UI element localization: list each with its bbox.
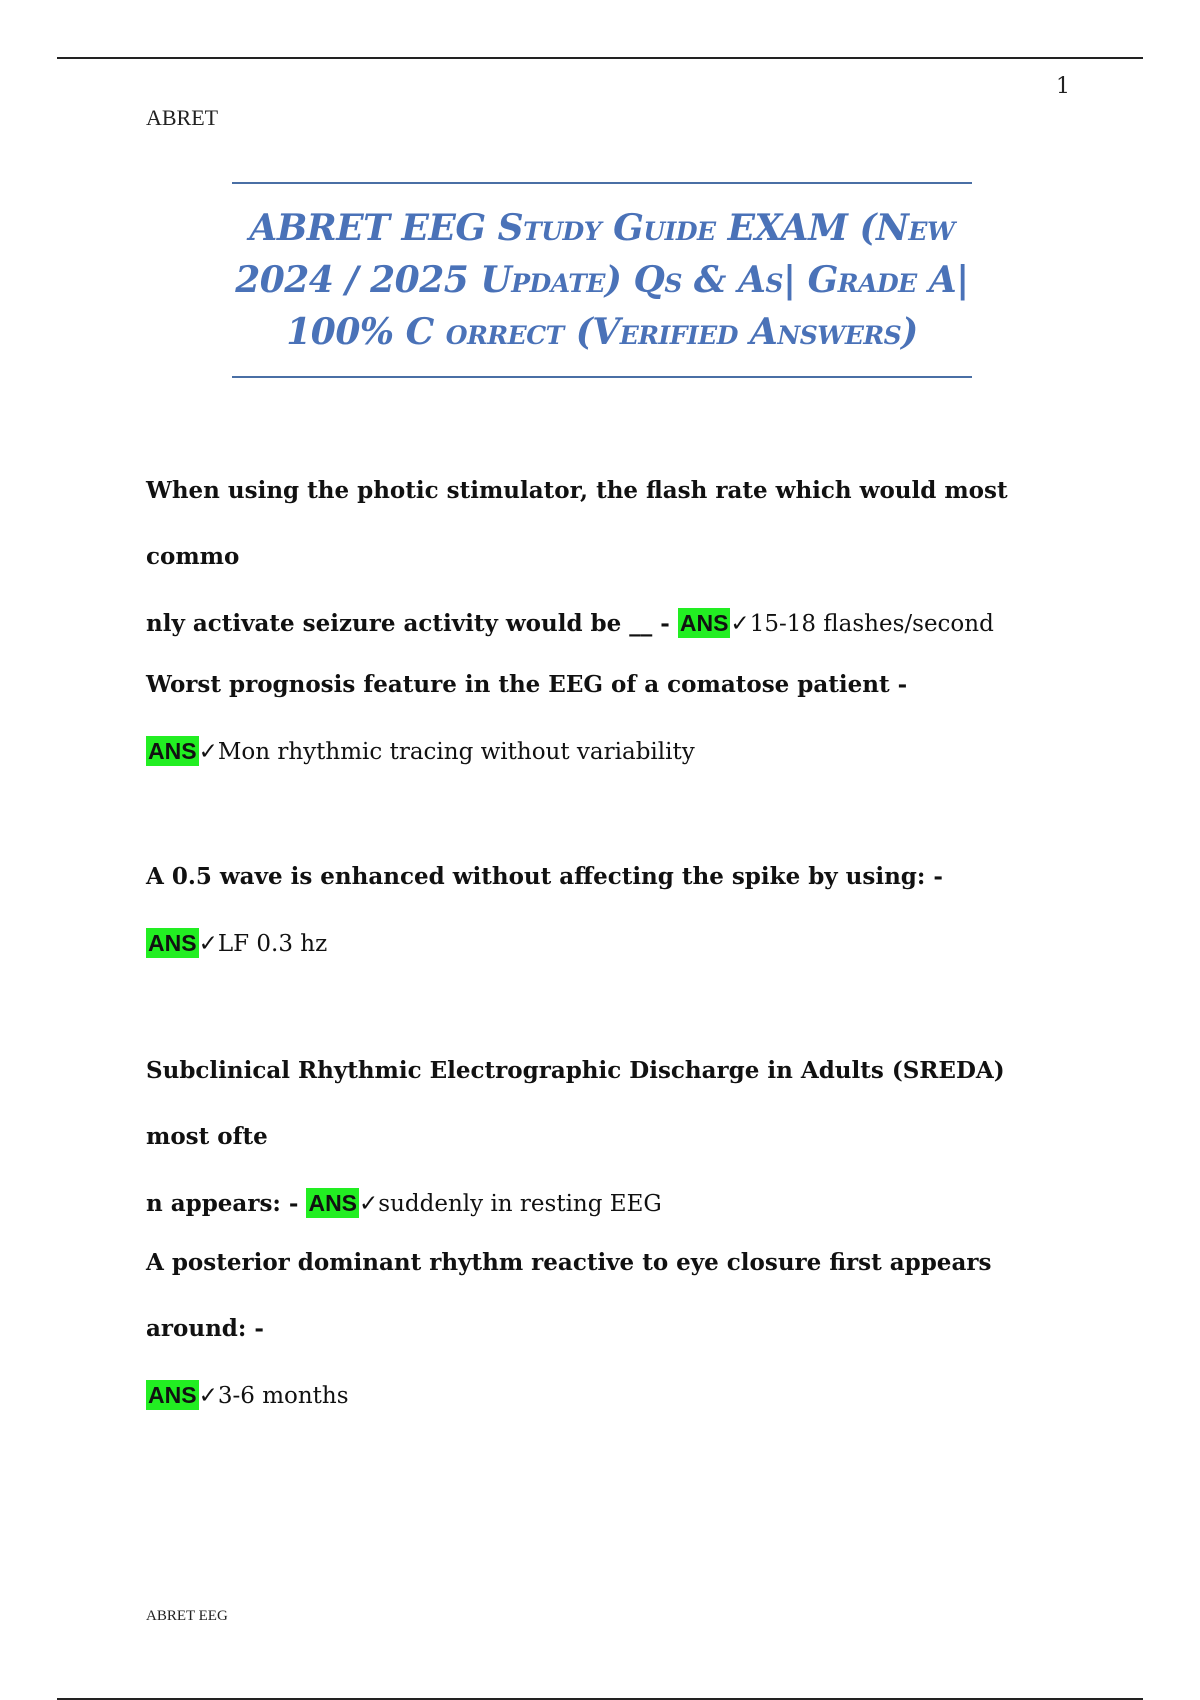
question-1-line-1: When using the photic stimulator, the flash rate which would most commo [146,477,1008,570]
qa-item-2 [146,652,1066,785]
page-number: 1 [1056,74,1070,99]
running-footer: ABRET EEG [146,1608,228,1624]
question-4-line-2: n appears: - [146,1190,307,1217]
title-block [232,182,972,378]
ans-tag: ANS [148,738,197,764]
question-3: A 0.5 wave is enhanced without affecting the spike by using: - [146,863,943,890]
checkmark-icon: ✓ [198,739,218,765]
question-4-line-1: Subclinical Rhythmic Electrographic Discharge in Adults (SREDA) most ofte [146,1057,1005,1150]
checkmark-icon: ✓ [198,1383,218,1409]
answer-5: 3-6 months [217,1383,349,1409]
ans-tag: ANS [148,930,197,956]
document-title: ABRET EEG Study Guide EXAM (New 2024 / 2025 Update) Qs & As| Grade A| 100% C orrect (Verified Answers) [235,207,969,353]
question-2: Worst prognosis feature in the EEG of a comatose patient - [146,671,908,698]
ans-tag: ANS [308,1190,358,1216]
answer-1: 15-18 flashes/second [749,611,994,637]
question-1-line-2: nly activate seizure activity would be __ - [146,610,678,637]
question-5: A posterior dominant rhythm reactive to eye closure first appears around: - [146,1249,992,1342]
ans-tag: ANS [679,610,729,636]
ans-tag: ANS [148,1382,197,1408]
top-rule [57,57,1143,59]
checkmark-icon: ✓ [359,1191,379,1217]
qa-item-5 [146,1230,1066,1429]
qa-item-4 [146,1038,1066,1237]
answer-3: LF 0.3 hz [217,931,328,957]
answer-4: suddenly in resting EEG [378,1191,662,1217]
qa-item-1 [146,458,1066,657]
checkmark-icon: ✓ [198,931,218,957]
answer-2: Mon rhythmic tracing without variability [217,739,695,765]
qa-item-3 [146,844,1066,977]
checkmark-icon: ✓ [730,611,750,637]
running-header: ABRET [146,105,219,130]
